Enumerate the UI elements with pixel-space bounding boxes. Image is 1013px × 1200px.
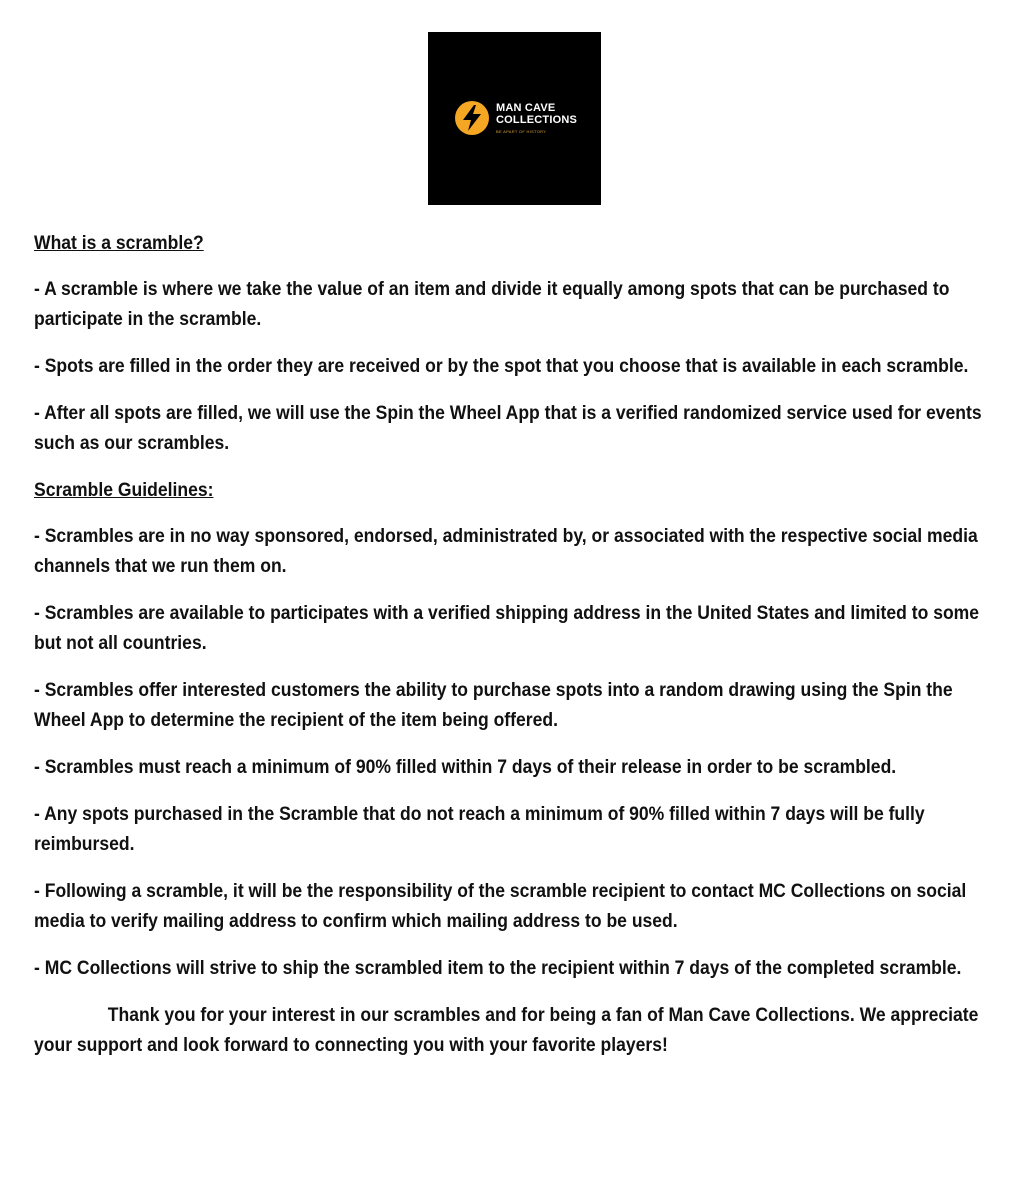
- logo-wordmark: [496, 102, 577, 126]
- lightning-bolt-icon: [454, 100, 490, 136]
- guideline-item: - Scrambles offer interested customers the ability to purchase spots into a random drawing using the Spin the Wheel App to determine the recipient of the item being offered.: [34, 679, 953, 731]
- guideline-item: - Scrambles must reach a minimum of 90% filled within 7 days of their release in order to be scrambled.: [34, 756, 897, 778]
- logo-line-2: COLLECTIONS: [496, 114, 578, 126]
- document-body: [34, 228, 992, 1060]
- brand-logo: [428, 32, 601, 205]
- guideline-item: - Scrambles are available to participates with a verified shipping address in the United States and limited to some but not all countries.: [34, 602, 980, 654]
- paragraph: - Spots are filled in the order they are received or by the spot that you choose that is available in each scramble.: [34, 355, 969, 377]
- guideline-item: - Any spots purchased in the Scramble that do not reach a minimum of 90% filled within 7 days will be fully reimbursed.: [34, 803, 925, 855]
- logo-tagline: BE APART OF HISTORY: [496, 129, 547, 134]
- guideline-item: - Following a scramble, it will be the responsibility of the scramble recipient to contact MC Collections on social media to verify mailing address to confirm which mailing address to be used.: [34, 880, 967, 932]
- guideline-item: - Scrambles are in no way sponsored, endorsed, administrated by, or associated with the respective social media channels that we run them on.: [34, 525, 978, 577]
- closing-text: Thank you for your interest in our scrambles and for being a fan of Man Cave Collections. We appreciate your support and look forward to connecting you with your favorite players!: [34, 1004, 979, 1056]
- logo-line-1: MAN CAVE: [496, 102, 556, 114]
- guideline-item: - MC Collections will strive to ship the scrambled item to the recipient within 7 days of the completed scramble.: [34, 957, 962, 979]
- section-heading-what-is-scramble: What is a scramble?: [34, 232, 204, 254]
- section-heading-guidelines: Scramble Guidelines:: [34, 479, 214, 501]
- paragraph: - A scramble is where we take the value of an item and divide it equally among spots that can be purchased to participate in the scramble.: [34, 278, 950, 330]
- paragraph: - After all spots are filled, we will use the Spin the Wheel App that is a verified randomized service used for events such as our scrambles.: [34, 402, 982, 454]
- closing-message: [34, 1000, 992, 1060]
